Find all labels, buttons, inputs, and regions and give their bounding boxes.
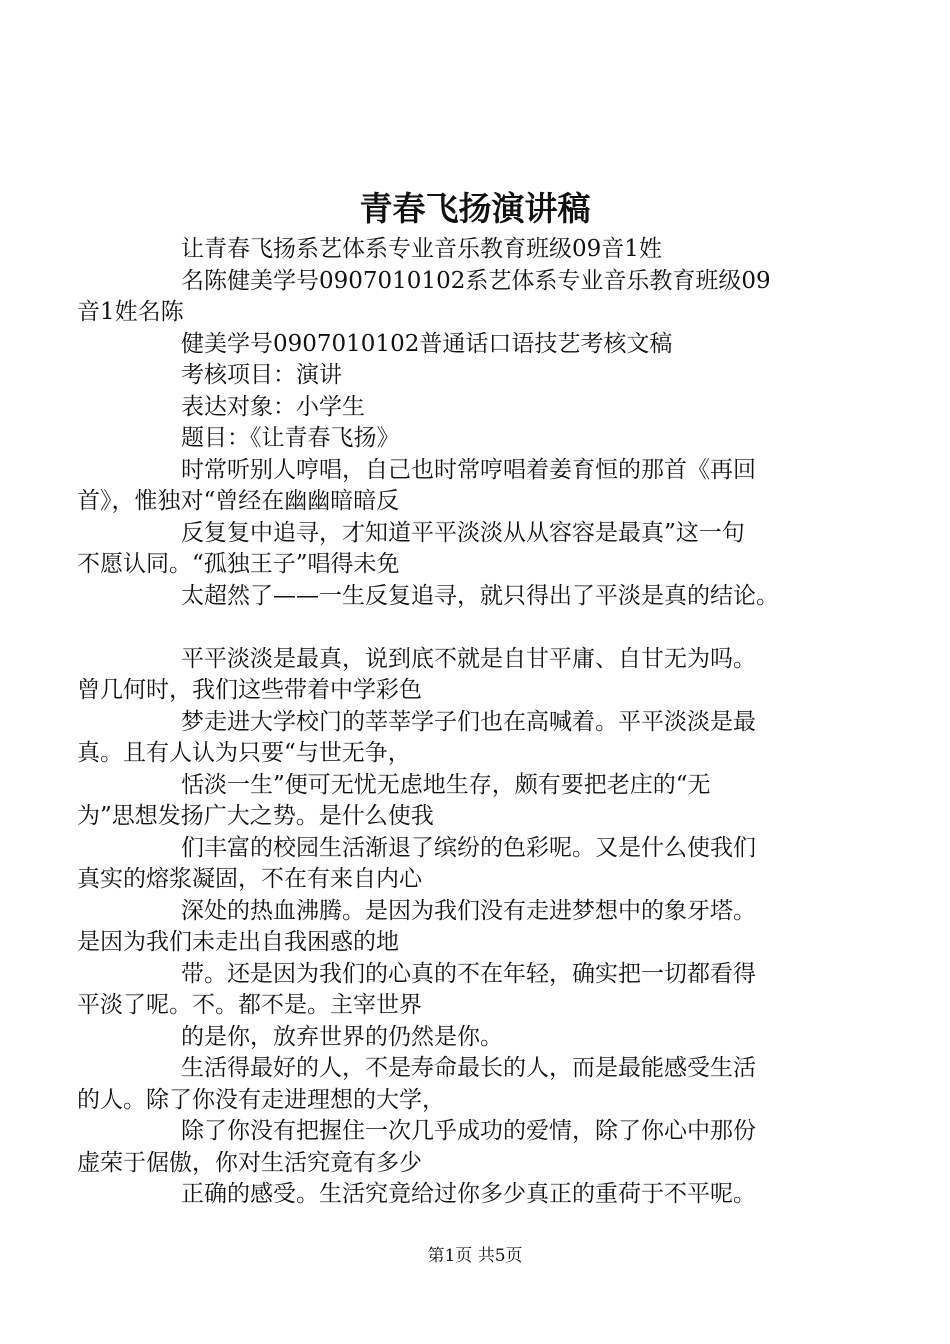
page-number-footer: 第1页 共5页 bbox=[427, 1246, 523, 1266]
text-line: 表达对象：小学生 bbox=[181, 393, 365, 420]
text-line: 时常听别人哼唱，自己也时常哼唱着姜育恒的那首《再回 bbox=[181, 456, 756, 483]
paragraph bbox=[129, 392, 849, 424]
paragraph bbox=[129, 1179, 849, 1211]
text-line: 太超然了——一生反复追寻，就只得出了平淡是真的结论。 bbox=[181, 582, 779, 609]
text-line: 是因为我们未走出自我困惑的地 bbox=[77, 929, 399, 955]
blank-line bbox=[129, 612, 849, 644]
document-body bbox=[77, 234, 849, 1211]
text-line: 们丰富的校园生活渐退了缤纷的色彩呢。又是什么使我们 bbox=[181, 834, 756, 861]
text-line: 带。还是因为我们的心真的不在年轻，确实把一切都看得 bbox=[181, 960, 756, 987]
paragraph bbox=[77, 707, 849, 770]
paragraph bbox=[77, 455, 849, 518]
text-line: 的是你，放弃世界的仍然是你。 bbox=[181, 1023, 503, 1050]
paragraph bbox=[77, 770, 849, 833]
paragraph bbox=[77, 266, 849, 329]
text-line: 虚荣于倨傲，你对生活究竟有多少 bbox=[77, 1149, 422, 1176]
paragraph bbox=[129, 423, 849, 455]
paragraph bbox=[77, 833, 849, 896]
paragraph bbox=[129, 329, 849, 361]
text-line: 生活得最好的人，不是寿命最长的人，而是最能感受生活 bbox=[181, 1055, 756, 1081]
paragraph bbox=[129, 1022, 849, 1054]
text-line: 健美学号0907010102普通话口语技艺考核文稿 bbox=[181, 330, 673, 357]
text-line: 题目：《让青春飞扬》 bbox=[181, 425, 400, 451]
paragraph bbox=[129, 581, 849, 613]
text-line: 的人。除了你没有走进理想的大学， bbox=[77, 1086, 445, 1113]
text-line: 考核项目：演讲 bbox=[181, 362, 342, 388]
text-line: 梦走进大学校门的莘莘学子们也在高喊着。平平淡淡是最 bbox=[181, 708, 756, 735]
paragraph bbox=[77, 1116, 849, 1179]
text-line: 平平淡淡是最真，说到底不就是自甘平庸、自甘无为吗。 bbox=[181, 645, 756, 672]
text-line: 首》，惟独对“曾经在幽幽暗暗反 bbox=[77, 488, 400, 514]
paragraph bbox=[77, 644, 849, 707]
text-line: 正确的感受。生活究竟给过你多少真正的重荷于不平呢。 bbox=[181, 1181, 756, 1207]
text-line: 平淡了呢。不。都不是。主宰世界 bbox=[77, 992, 422, 1018]
paragraph bbox=[77, 1053, 849, 1116]
text-line: 曾几何时，我们这些带着中学彩色 bbox=[77, 677, 422, 703]
paragraph bbox=[129, 234, 849, 266]
text-line: 恬淡一生”便可无忧无虑地生存，颇有要把老庄的“无 bbox=[181, 771, 711, 798]
text-line: 真。且有人认为只要“与世无争， bbox=[77, 740, 411, 766]
paragraph bbox=[77, 518, 849, 581]
paragraph bbox=[77, 959, 849, 1022]
text-line: 不愿认同。“孤独王子”唱得未免 bbox=[77, 551, 400, 577]
text-line: 让青春飞扬系艺体系专业音乐教育班级09音1姓 bbox=[181, 236, 662, 262]
text-line: 深处的热血沸腾。是因为我们没有走进梦想中的象牙塔。 bbox=[181, 897, 756, 924]
text-line: 除了你没有把握住一次几乎成功的爱情，除了你心中那份 bbox=[181, 1118, 756, 1144]
paragraph bbox=[129, 360, 849, 392]
text-line: 名陈健美学号0907010102系艺体系专业音乐教育班级09 bbox=[181, 267, 771, 294]
document-title: 青春飞扬演讲稿 bbox=[359, 189, 591, 228]
text-line: 音1姓名陈 bbox=[77, 299, 184, 325]
text-line: 反复复中追寻，才知道平平淡淡从从容容是最真”这一句 bbox=[181, 519, 745, 546]
text-line: 真实的熔浆凝固，不在有来自内心 bbox=[77, 866, 422, 892]
paragraph bbox=[77, 896, 849, 959]
text-line: 为”思想发扬广大之势。是什么使我 bbox=[77, 803, 434, 829]
